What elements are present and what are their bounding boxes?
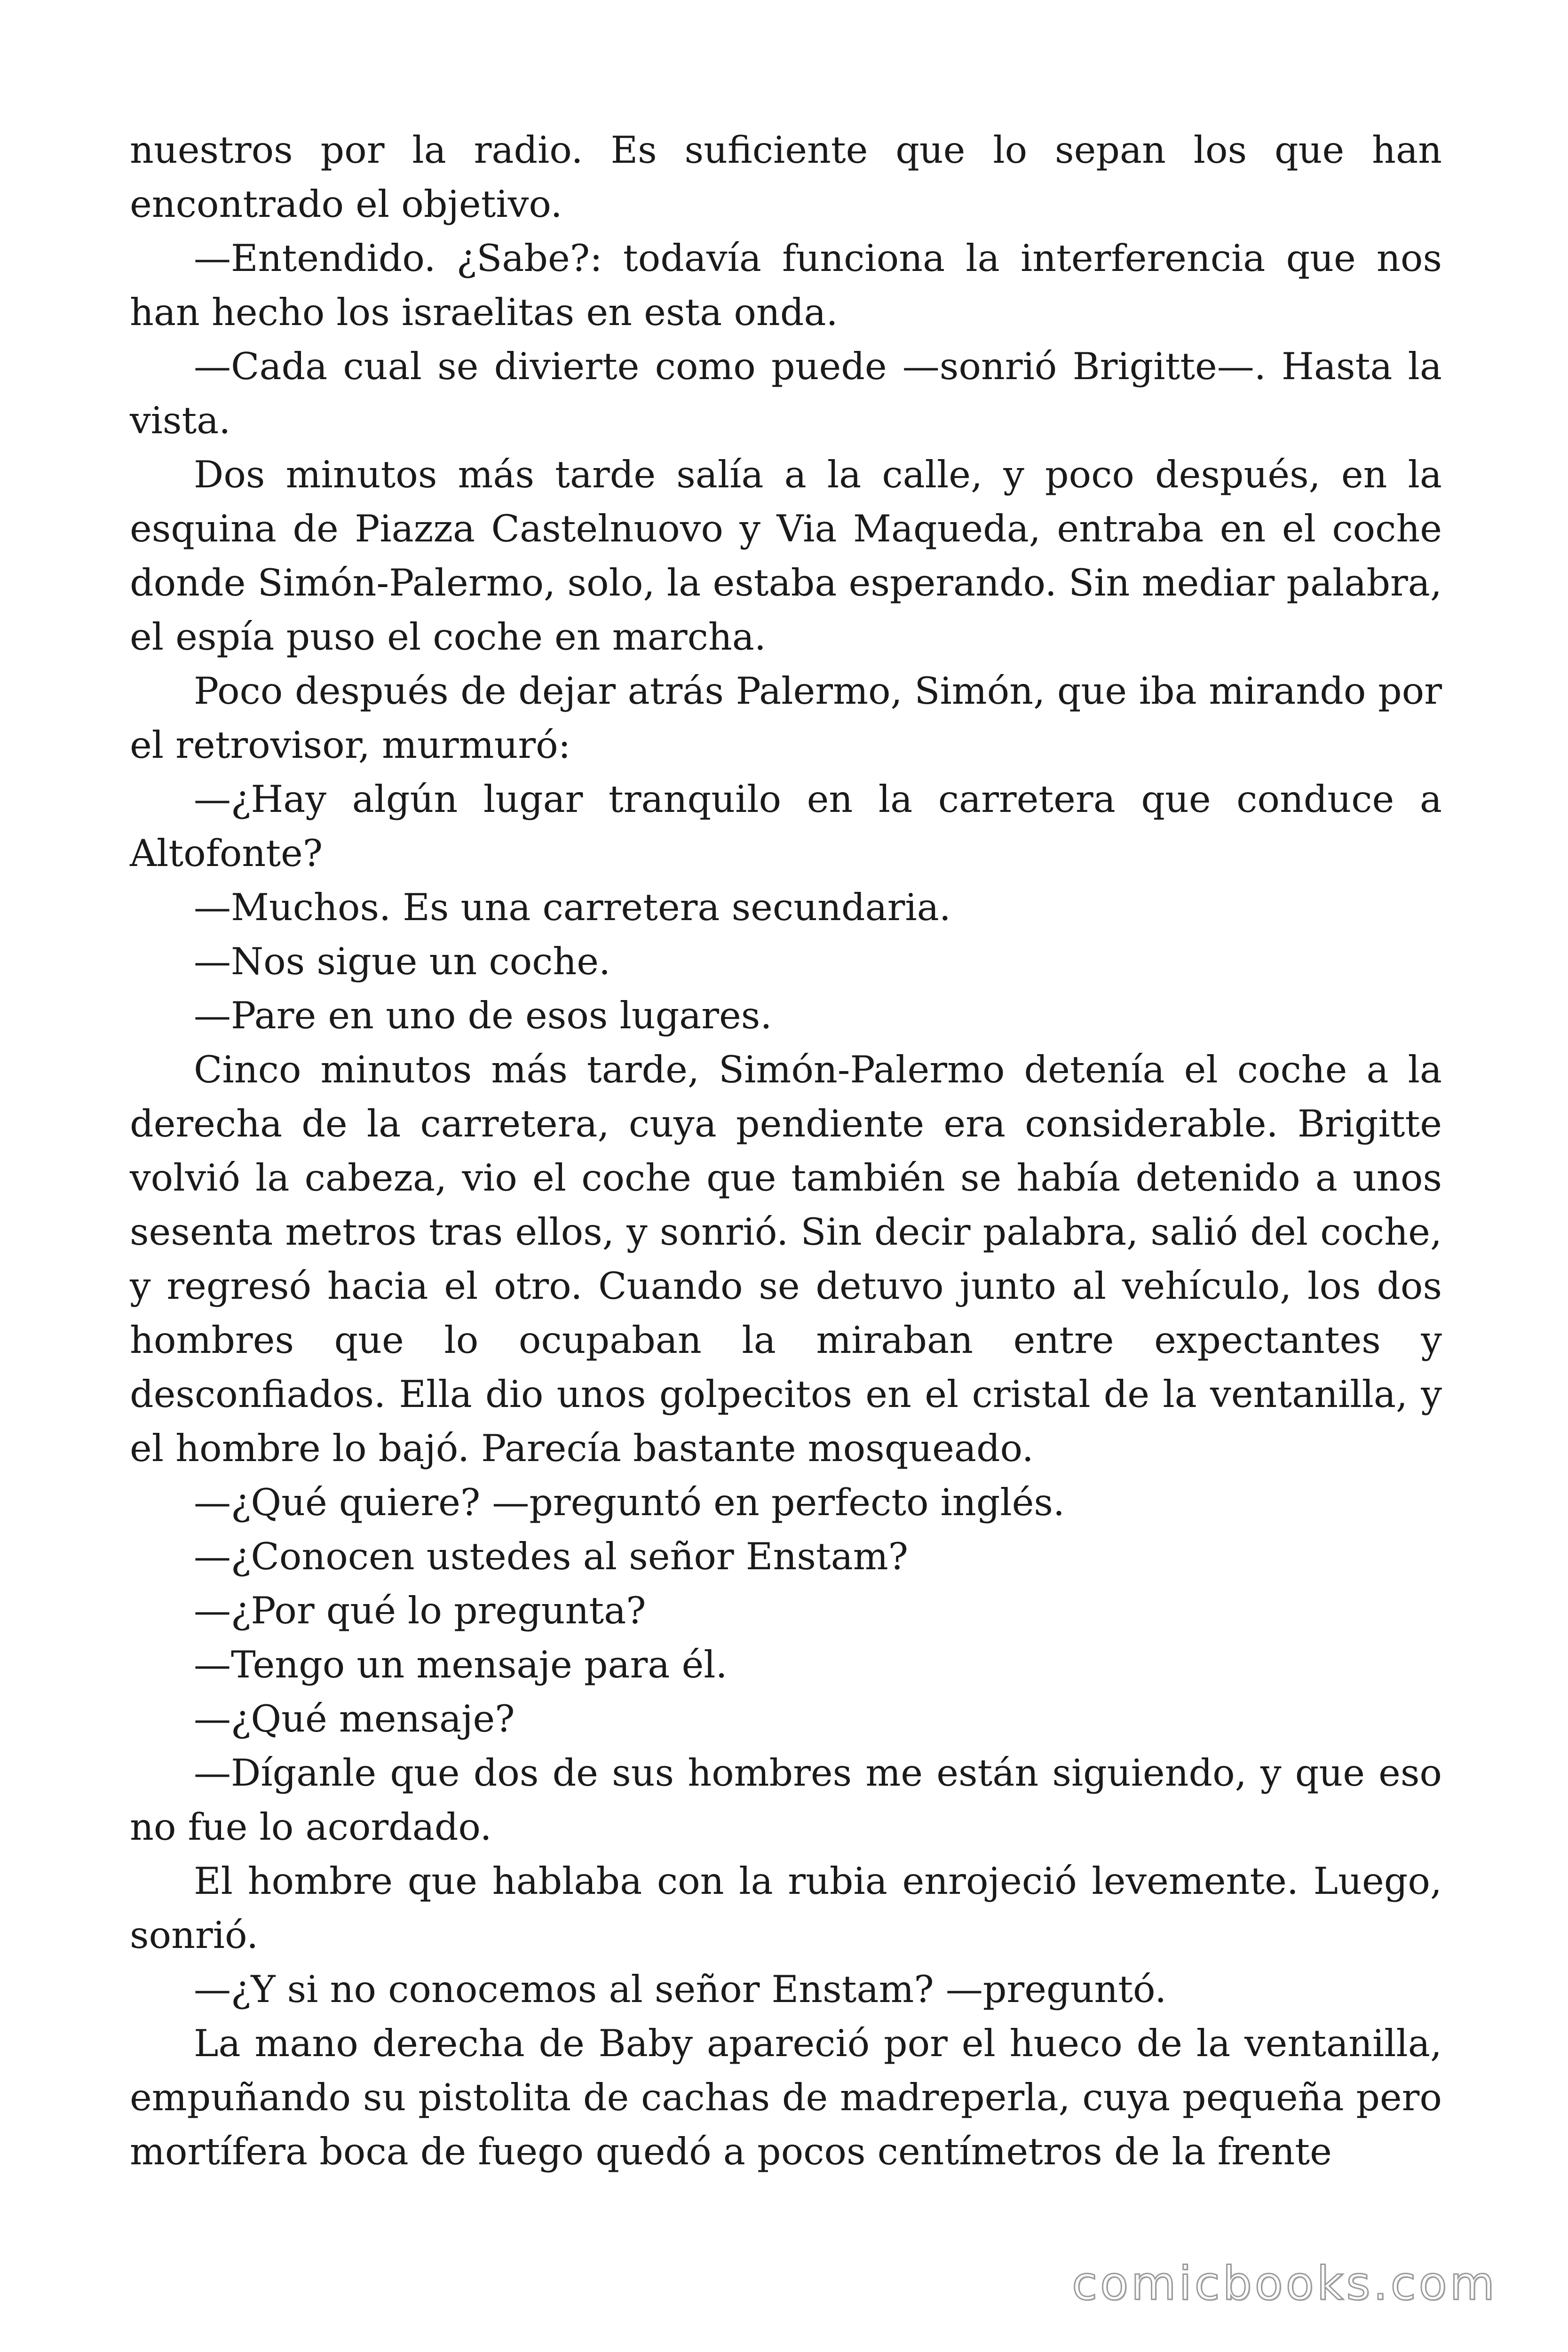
paragraph: nuestros por la radio. Es suficiente que lo sepan los que han encontrado el objetivo.	[130, 128, 1442, 226]
paragraph: —Entendido. ¿Sabe?: todavía funciona la interferencia que nos han hecho los israelitas en esta onda.	[130, 237, 1442, 334]
paragraph: Cinco minutos más tarde, Simón-Palermo detenía el coche a la derecha de la carretera, cuya pendiente era considerable. Brigitte volvió la cabeza, vio el coche que también se había detenido a unos sesenta metros tras ellos, y sonrió. Sin decir palabra, salió del coche, y regresó hacia el otro. Cuando se detuvo junto al vehículo, los dos hombres que lo ocupaban la miraban entre expectantes y desconfiados. Ella dio unos golpecitos en el cristal de la ventanilla, y el hombre lo bajó. Parecía bastante mosqueado.	[130, 1048, 1442, 1470]
paragraph: La mano derecha de Baby apareció por el hueco de la ventanilla, empuñando su pistolita de cachas de madreperla, cuya pequeña pero mortífera boca de fuego quedó a pocos centímetros de la frente	[130, 2022, 1442, 2173]
paragraph: El hombre que hablaba con la rubia enrojeció levemente. Luego, sonrió.	[130, 1859, 1442, 1957]
paragraph: —¿Por qué lo pregunta?	[194, 1589, 646, 1632]
paragraph: Dos minutos más tarde salía a la calle, y poco después, en la esquina de Piazza Castelnuovo y Via Maqueda, entraba en el coche donde Simón-Palermo, solo, la estaba esperando. Sin mediar palabra, el espía puso el coche en marcha.	[130, 453, 1442, 659]
paragraph: —¿Y si no conocemos al señor Enstam? —preguntó.	[194, 1968, 1167, 2011]
paragraph: —¿Qué mensaje?	[194, 1697, 515, 1740]
paragraph: —¿Qué quiere? —preguntó en perfecto inglés.	[194, 1481, 1065, 1524]
page-text	[130, 123, 1442, 2179]
paragraph: —¿Hay algún lugar tranquilo en la carretera que conduce a Altofonte?	[130, 778, 1442, 875]
paragraph: —¿Conocen ustedes al señor Enstam?	[194, 1535, 908, 1578]
paragraph: —Pare en uno de esos lugares.	[194, 994, 772, 1037]
paragraph: Poco después de dejar atrás Palermo, Simón, que iba mirando por el retrovisor, murmuró:	[130, 669, 1442, 767]
paragraph: —Díganle que dos de sus hombres me están siguiendo, y que eso no fue lo acordado.	[130, 1751, 1442, 1849]
paragraph: —Nos sigue un coche.	[194, 940, 611, 983]
paragraph: —Cada cual se divierte como puede —sonrió Brigitte—. Hasta la vista.	[130, 345, 1442, 442]
watermark: comicbooks.com	[1072, 2257, 1497, 2311]
paragraph: —Muchos. Es una carretera secundaria.	[194, 886, 951, 929]
paragraph: —Tengo un mensaje para él.	[194, 1643, 728, 1686]
